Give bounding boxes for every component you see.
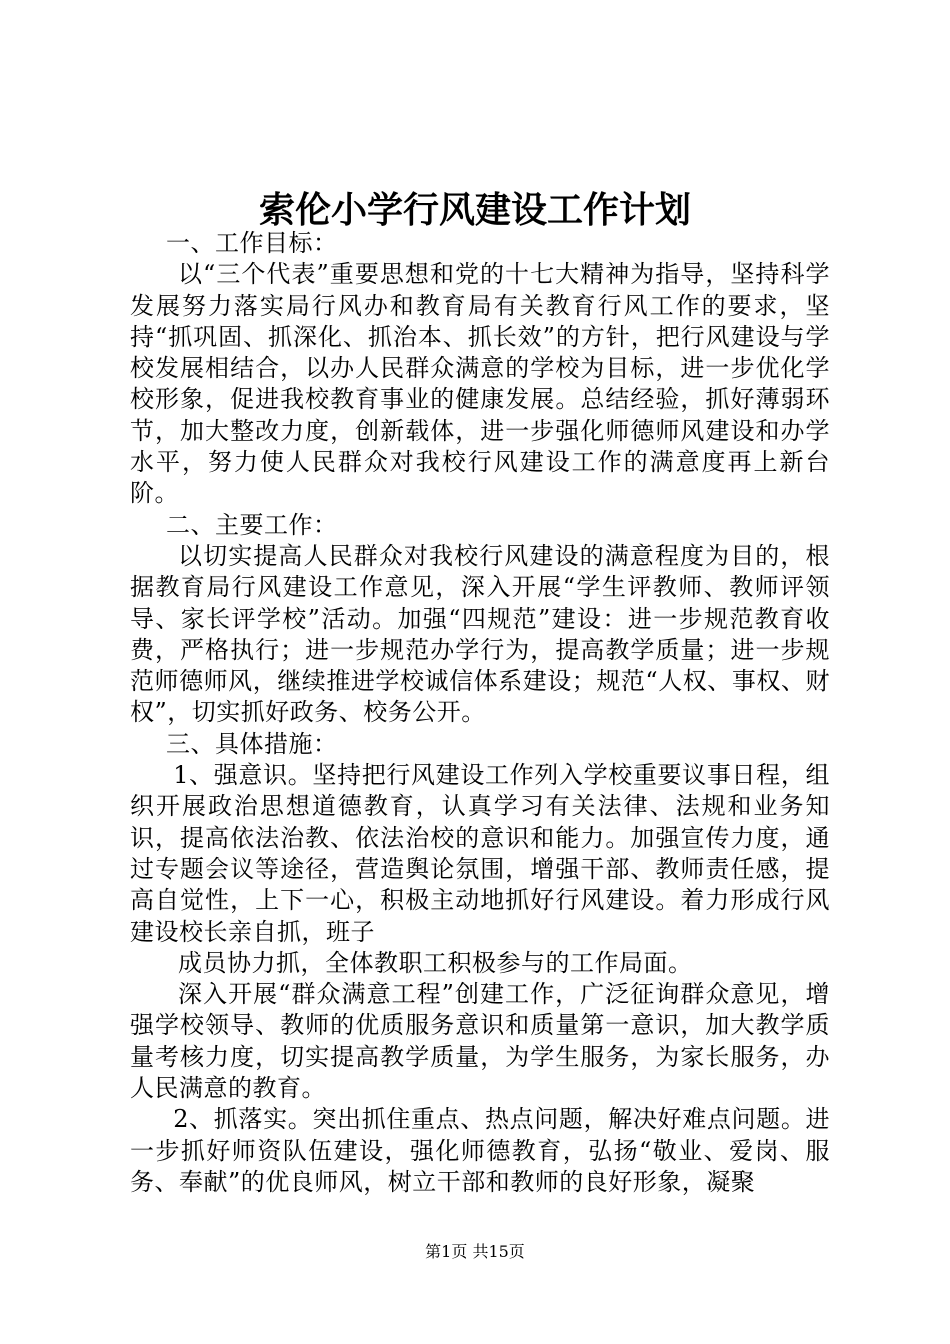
section-heading-main-work: 二、主要工作： bbox=[166, 510, 338, 539]
document-title: 索伦小学行风建设工作计划 bbox=[258, 189, 691, 231]
paragraph-measure-1: 1、强意识。坚持把行风建设工作列入学校重要议事日程，组织开展政治思想道德教育，认真学习有关法律、法规和业务知识，提高依法治教、依法治校的意识和能力。加强宣传力度，通过专题会议等途径，营造舆论氛围，增强干部、教师责任感，提高自觉性，上下一心，积极主动地抓好行风建设。着力形成行风建设校长亲自抓，班子 bbox=[130, 761, 830, 946]
paragraph-goals: 以“三个代表”重要思想和党的十七大精神为指导，坚持科学发展努力落实局行风办和教育局有关教育行风工作的要求，坚持“抓巩固、抓深化、抓治本、抓长效”的方针，把行风建设与学校发展相结合，以办人民群众满意的学校为目标，进一步优化学校形象，促进我校教育事业的健康发展。总结经验，抓好薄弱环节，加大整改力度，创新载体，进一步强化师德师风建设和办学水平，努力使人民群众对我校行风建设工作的满意度再上新台阶。 bbox=[130, 260, 830, 508]
page-number-footer: 第1页 共15页 bbox=[425, 1242, 525, 1261]
document-body bbox=[130, 228, 830, 1198]
paragraph-measure-2: 2、抓落实。突出抓住重点、热点问题，解决好难点问题。进一步抓好师资队伍建设，强化师德教育，弘扬“敬业、爱岗、服务、奉献”的优良师风，树立干部和教师的良好形象，凝聚 bbox=[130, 1105, 830, 1196]
paragraph-measure-1-continued: 成员协力抓，全体教职工积极参与的工作局面。 bbox=[178, 948, 693, 977]
paragraph-main-work: 以切实提高人民群众对我校行风建设的满意程度为目的，根据教育局行风建设工作意见，深入开展“学生评教师、教师评领导、家长评学校”活动。加强“四规范”建设：进一步规范教育收费，严格执行；进一步规范办学行为，提高教学质量；进一步规范师德师风，继续推进学校诚信体系建设；规范“人权、事权、财权”，切实抓好政务、校务公开。 bbox=[130, 541, 830, 727]
section-heading-measures: 三、具体措施： bbox=[166, 729, 338, 758]
section-heading-goals: 一、工作目标： bbox=[166, 229, 338, 257]
paragraph-satisfaction-project: 深入开展“群众满意工程”创建工作，广泛征询群众意见，增强学校领导、教师的优质服务意识和质量第一意识，加大教学质量考核力度，切实提高教学质量，为学生服务，为家长服务，办人民满意的教育。 bbox=[130, 980, 830, 1103]
